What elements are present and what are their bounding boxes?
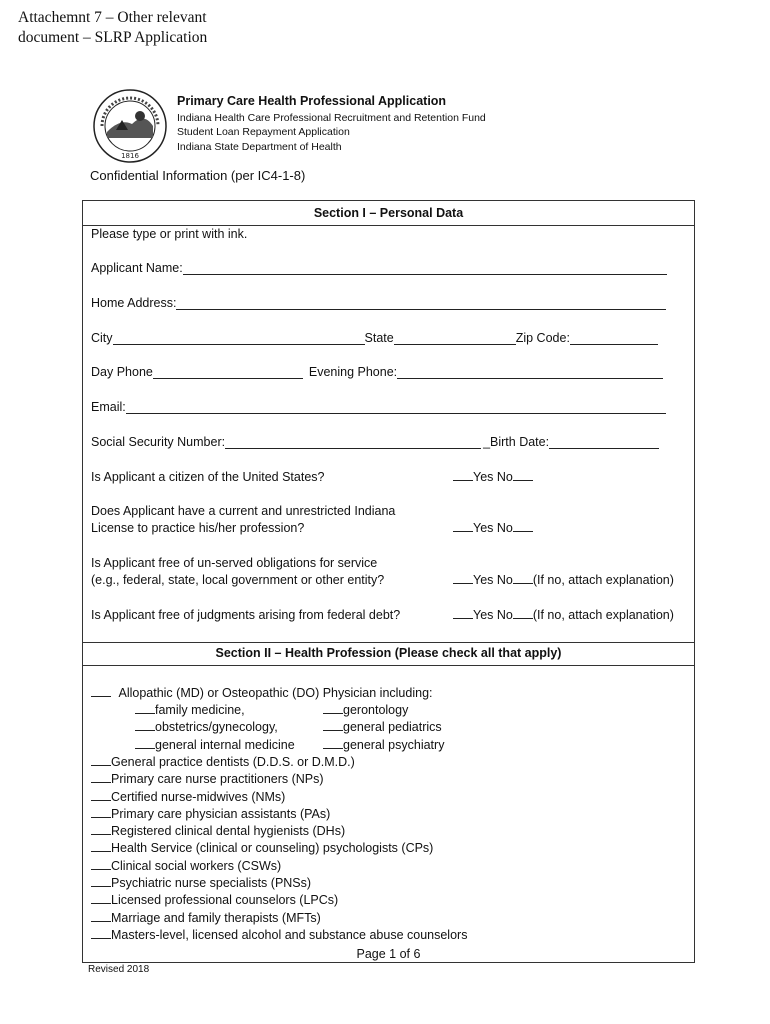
specialties-right (323, 702, 444, 754)
question-text: Is Applicant free of un-served obligations for service (91, 556, 378, 570)
divider (83, 225, 694, 226)
revised-note: Revised 2018 (88, 964, 150, 975)
yes-blank[interactable] (453, 469, 473, 481)
explanation-note: (If no, attach explanation) (532, 573, 674, 587)
answer-license (453, 520, 533, 535)
answer-obligations (453, 572, 674, 587)
evening-phone-label: Evening Phone: (308, 365, 398, 379)
specialty-obgyn: obstetrics/gynecology, (155, 720, 278, 735)
email-field[interactable] (126, 401, 666, 414)
section-1-title: Section I – Personal Data (313, 206, 464, 220)
question-judgments (91, 607, 400, 624)
seal-year: 1816 (121, 152, 139, 160)
home-address-label: Home Address: (91, 296, 177, 310)
no-blank[interactable] (513, 607, 533, 619)
physician-item (91, 685, 433, 702)
applicant-name-row (91, 261, 667, 275)
attachment-line-1: Attachemnt 7 – Other relevant (18, 9, 207, 26)
phone-row (91, 365, 663, 379)
yes-no-label: Yes No (473, 573, 513, 587)
header-line-3: Indiana State Department of Health (177, 140, 342, 153)
ssn-field[interactable] (225, 436, 481, 449)
no-blank[interactable] (513, 469, 533, 481)
list-item: Masters-level, licensed alcohol and substance abuse counselors (91, 927, 467, 944)
yes-blank[interactable] (453, 607, 473, 619)
confidential-notice: Confidential Information (per IC4-1-8) (90, 168, 306, 183)
question-obligations (91, 555, 384, 589)
answer-citizen (453, 469, 533, 484)
state-seal-logo (92, 88, 168, 164)
profession-list (91, 754, 467, 944)
attachment-line-2: document – SLRP Application (18, 29, 208, 46)
zip-label: Zip Code: (515, 331, 570, 345)
list-item: Psychiatric nurse specialists (PNSs) (91, 875, 467, 892)
divider (83, 665, 694, 666)
question-text: Is Applicant a citizen of the United States? (91, 470, 325, 484)
email-row (91, 400, 666, 414)
specialty-psychiatry: general psychiatry (343, 737, 445, 752)
day-phone-label: Day Phone (91, 365, 153, 379)
specialty-internal-medicine: general internal medicine (155, 737, 295, 752)
yes-no-label: Yes No (473, 521, 513, 535)
no-blank[interactable] (513, 520, 533, 532)
physician-label: Allopathic (MD) or Osteopathic (DO) Physician including: (118, 686, 433, 700)
instructions: Please type or print with ink. (91, 227, 248, 241)
form-title: Primary Care Health Professional Application (177, 94, 447, 108)
state-label: State (364, 331, 394, 345)
explanation-note: (If no, attach explanation) (532, 608, 674, 622)
question-citizen (91, 469, 324, 486)
applicant-name-label: Applicant Name: (91, 261, 183, 275)
section-2-title: Section II – Health Profession (Please check all that apply) (215, 646, 562, 660)
list-item: Primary care physician assistants (PAs) (91, 806, 467, 823)
state-field[interactable] (394, 332, 516, 345)
question-license (91, 503, 395, 537)
applicant-name-field[interactable] (183, 262, 667, 275)
form-header (177, 94, 486, 154)
question-text-2: License to practice his/her profession? (91, 521, 305, 535)
page-number: Page 1 of 6 (356, 947, 421, 961)
zip-field[interactable] (570, 332, 658, 345)
form-box (82, 200, 695, 963)
list-item: Marriage and family therapists (MFTs) (91, 910, 467, 927)
question-text: Is Applicant free of judgments arising from federal debt? (91, 608, 401, 622)
specialties-left (135, 702, 295, 754)
header-line-2: Student Loan Repayment Application (177, 126, 350, 138)
list-item: General practice dentists (D.D.S. or D.M.D.) (91, 754, 467, 771)
header-line-1: Indiana Health Care Professional Recruitment and Retention Fund (177, 111, 486, 124)
birth-date-label: _Birth Date: (483, 435, 550, 449)
yes-no-label: Yes No (473, 608, 513, 622)
yes-no-label: Yes No (473, 470, 513, 484)
divider (83, 642, 694, 643)
list-item: Clinical social workers (CSWs) (91, 858, 467, 875)
list-item: Health Service (clinical or counseling) psychologists (CPs) (91, 840, 467, 857)
specialty-family-medicine: family medicine, (155, 703, 245, 717)
list-item: Primary care nurse practitioners (NPs) (91, 771, 467, 788)
home-address-field[interactable] (176, 297, 666, 310)
question-text-2: (e.g., federal, state, local government or other entity? (91, 573, 385, 587)
specialty-gerontology: gerontology (343, 703, 409, 717)
city-label: City (91, 331, 113, 345)
no-blank[interactable] (513, 572, 533, 584)
birth-date-field[interactable] (549, 436, 659, 449)
ssn-label: Social Security Number: (91, 435, 226, 449)
list-item: Licensed professional counselors (LPCs) (91, 892, 467, 909)
yes-blank[interactable] (453, 572, 473, 584)
answer-judgments (453, 607, 674, 622)
ssn-row (91, 435, 659, 449)
question-text: Does Applicant have a current and unrestricted Indiana (91, 504, 396, 518)
day-phone-field[interactable] (153, 366, 303, 379)
checkbox-blank[interactable] (91, 685, 111, 697)
home-address-row (91, 296, 666, 310)
attachment-caption (18, 8, 207, 48)
city-row (91, 331, 658, 345)
list-item: Certified nurse-midwives (NMs) (91, 789, 467, 806)
evening-phone-field[interactable] (397, 366, 663, 379)
specialty-pediatrics: general pediatrics (343, 720, 442, 735)
email-label: Email: (91, 400, 126, 414)
city-field[interactable] (113, 332, 365, 345)
list-item: Registered clinical dental hygienists (DHs) (91, 823, 467, 840)
yes-blank[interactable] (453, 520, 473, 532)
